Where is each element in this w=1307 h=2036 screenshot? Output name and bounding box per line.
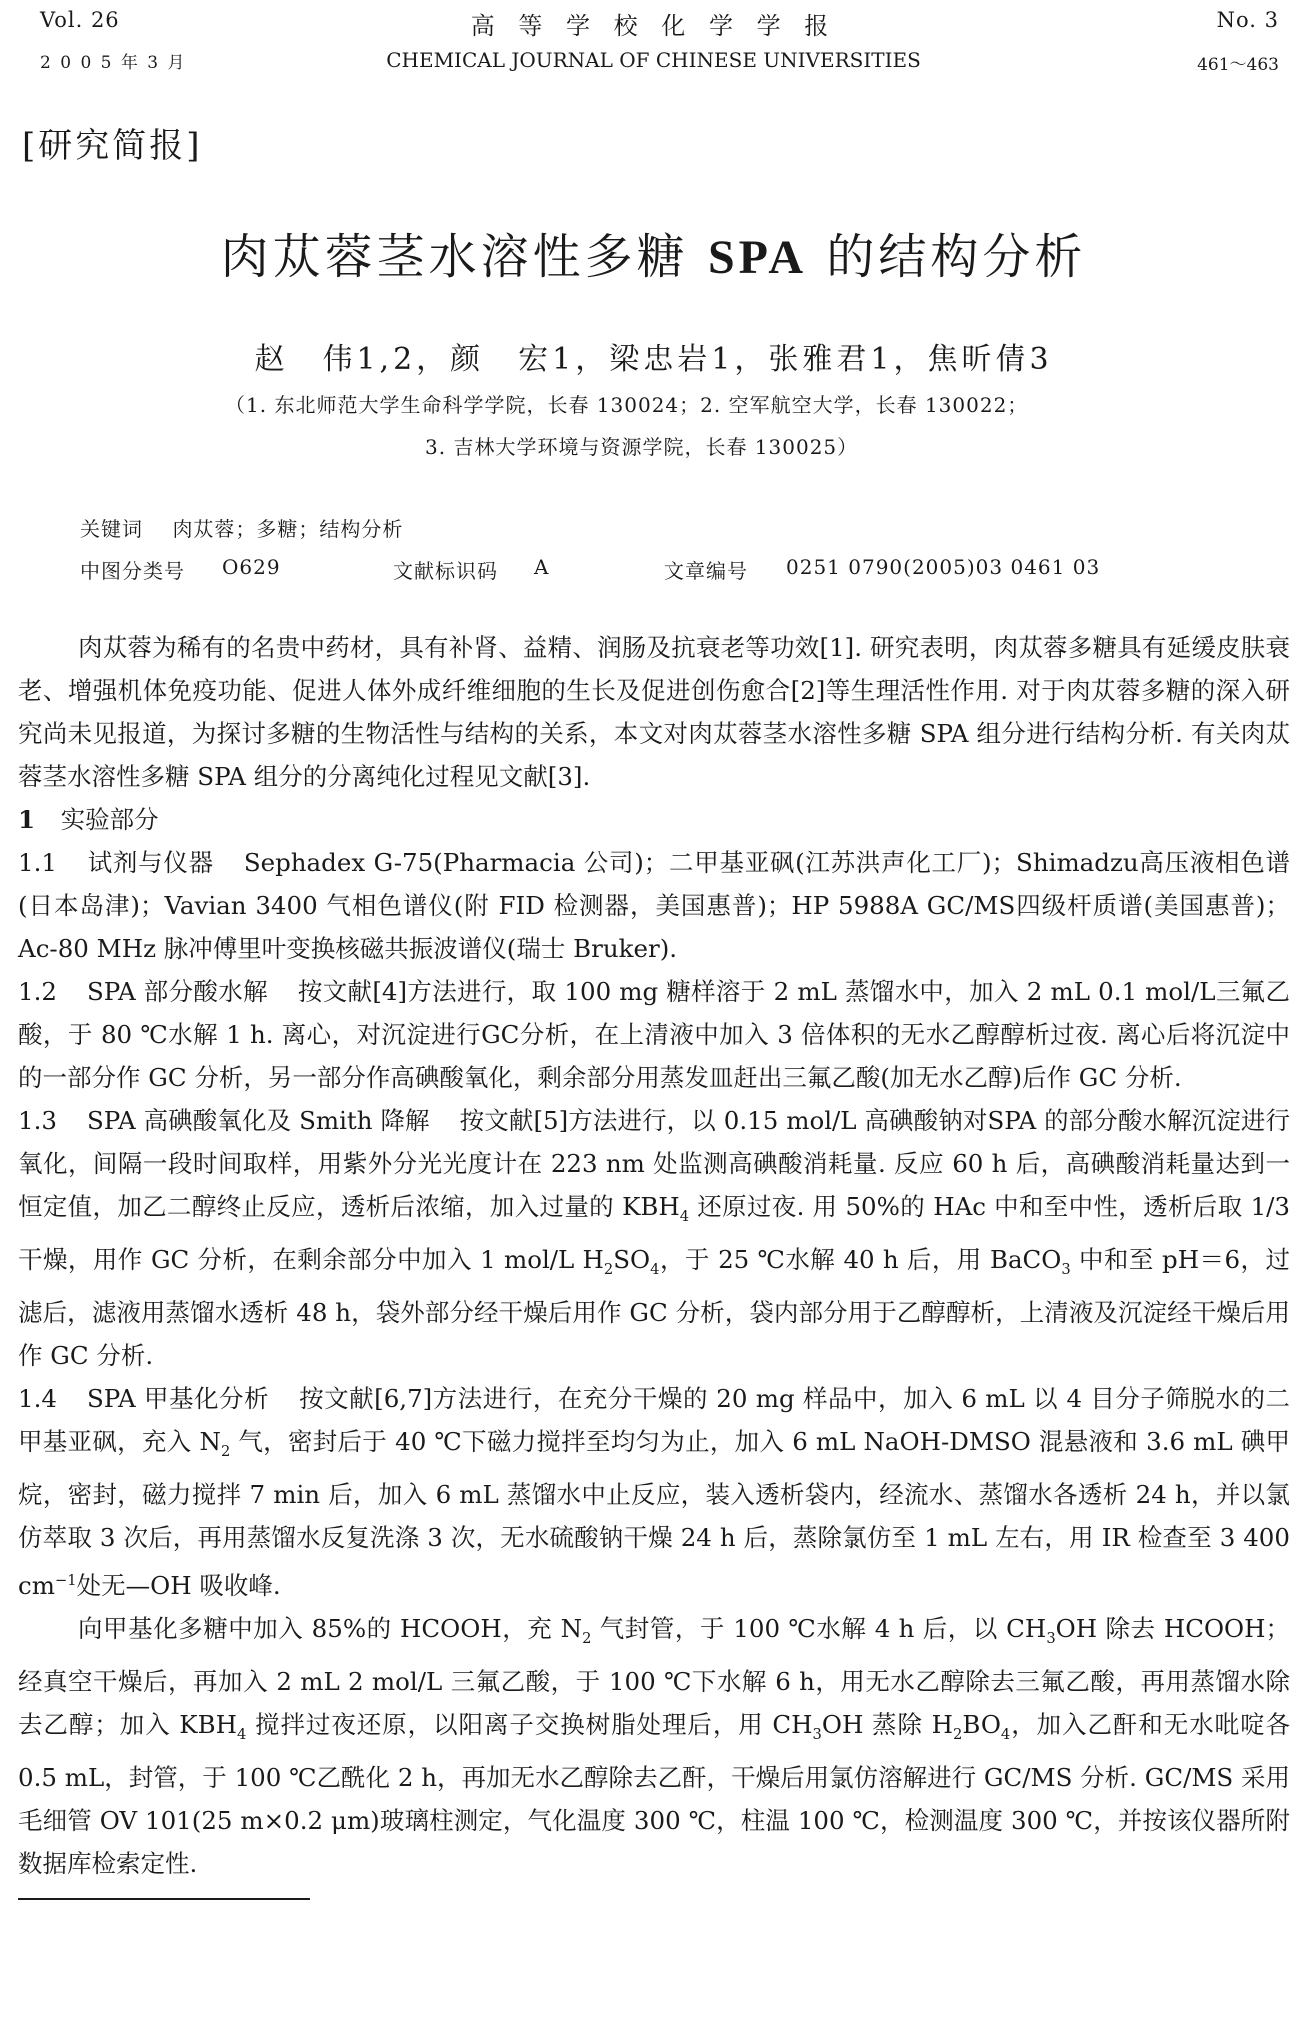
page-range: 461～463: [1197, 55, 1279, 75]
subsection-1-2: [18, 970, 1290, 1099]
article-number-label: 文章编号: [664, 559, 748, 583]
subsection-1-3-number: 1.3: [18, 1106, 57, 1135]
keywords: 肉苁蓉；多糖；结构分析: [172, 517, 404, 541]
section-1-number: 1: [18, 805, 36, 834]
subsection-1-3-title: SPA 高碘酸氧化及 Smith 降解: [86, 1106, 430, 1135]
p2-text-a: 向甲基化多糖中加入 85%的 HCOOH，充 N: [78, 1613, 583, 1643]
subsection-1-3-text-a: 按文献[5]方法进行，以 0.15 mol/L 高碘酸钠对SPA 的部分酸水解沉淀进行氧化，间隔一段时间取样，用紫外分光光度计在 223 nm 处监测高碘酸消耗量. 反应 60 h 后，高碘酸消耗量达到一恒定值，加乙二醇终止反应，透析后浓缩，加入过量的 KBH: [18, 1106, 1290, 1221]
subsection-1-3-text-e: 中和至 pH＝6，过滤后，滤液用蒸馏水透析 48 h，袋外部分经干燥后用作 GC 分析，袋内部分用于乙醇醇析，上清液及沉淀经干燥后用作 GC 分析.: [18, 1244, 1290, 1370]
subsection-1-3-text-c: SO: [613, 1244, 651, 1274]
section-1-title: 实验部分: [60, 805, 159, 834]
subsection-1-4-number: 1.4: [18, 1383, 57, 1413]
title-text-pre: 肉苁蓉茎水溶性多糖: [220, 229, 708, 285]
issue-number: No. 3: [1216, 8, 1279, 32]
article-title: [0, 218, 1307, 287]
methylation-paragraph: [18, 1607, 1290, 1885]
subscript: 2: [953, 1725, 963, 1743]
article-body: [18, 626, 1290, 1885]
subscript: 4: [1000, 1725, 1011, 1743]
doc-code: A: [534, 555, 550, 579]
p2-text-d: 搅拌过夜还原，以阳离子交换树脂处理后，用 CH: [246, 1709, 813, 1739]
subsection-1-1: [18, 841, 1290, 970]
p2-text-c: OH 除去 HCOOH；经真空干燥后，再加入 2 mL 2 mol/L 三氟乙酸，于 100 ℃下水解 6 h，用无水乙醇除去三氟乙酸，再用蒸馏水除去乙醇；加入 KBH: [18, 1613, 1291, 1739]
keywords-label: 关键词: [80, 517, 143, 541]
article-number: 0251 0790(2005)03 0461 03: [786, 555, 1101, 579]
subscript: 4: [679, 1207, 690, 1225]
title-text-post: 的结构分析: [807, 229, 1087, 285]
subsection-1-4-text-c: 处无—OH 吸收峰.: [76, 1570, 281, 1600]
subsection-1-4-text-a: 按文献[6,7]方法进行，在充分干燥的 20 mg 样品中，加入 6 mL 以 4 目分子筛脱水的二甲基亚砜，充入 N: [18, 1383, 1290, 1456]
superscript: −1: [54, 1571, 77, 1589]
section-tag: [研究简报]: [22, 126, 203, 166]
subsection-1-3-text-d: ，于 25 ℃水解 40 h 后，用 BaCO: [659, 1244, 1062, 1274]
author-list: 赵 伟1,2，颜 宏1，梁忠岩1，张雅君1，焦昕倩3: [254, 342, 1053, 377]
subscript: 4: [236, 1725, 247, 1743]
issue-date: 2 0 0 5 年 3 月: [40, 53, 187, 73]
intro-paragraph: 肉苁蓉为稀有的名贵中药材，具有补肾、益精、润肠及抗衰老等功效[1]. 研究表明，肉苁蓉多糖具有延缓皮肤衰老、增强机体免疫功能、促进人体外成纤维细胞的生长及促进创伤愈合[2]等生理活性作用. 对于肉苁蓉多糖的深入研究尚未见报道，为探讨多糖的生物活性与结构的关系，本文对肉苁蓉茎水溶性多糖 SPA 组分进行结构分析. 有关肉苁蓉茎水溶性多糖 SPA 组分的分离纯化过程见文献[3].: [18, 633, 1290, 791]
subsection-1-4: [18, 1377, 1290, 1607]
subsection-1-2-text: 按文献[4]方法进行，取 100 mg 糖样溶于 2 mL 蒸馏水中，加入 2 mL 0.1 mol/L三氟乙酸，于 80 ℃水解 1 h. 离心，对沉淀进行GC分析，在上清液中加入 3 倍体积的无水乙醇醇析过夜. 离心后将沉淀中的一部分作 GC 分析，另一部分作高碘酸氧化，剩余部分用蒸发皿赶出三氟乙酸(加无水乙醇)后作 GC 分析.: [18, 977, 1290, 1092]
p2-text-g: ，加入乙酐和无水吡啶各 0.5 mL，封管，于 100 ℃乙酰化 2 h，再加无水乙醇除去乙酐，干燥后用氯仿溶解进行 GC/MS 分析. GC/MS 采用毛细管 OV 101(25 m×0.2 μm)玻璃柱测定，气化温度 300 ℃，柱温 100 ℃，检测温度 300 ℃，并按该仪器所附数据库检索定性.: [18, 1709, 1291, 1878]
subscript: 4: [650, 1260, 660, 1278]
title-text-bold: SPA: [707, 231, 808, 284]
subsection-1-1-number: 1.1: [18, 848, 57, 877]
subscript: 2: [582, 1629, 592, 1647]
p2-text-f: BO: [962, 1709, 1001, 1739]
subscript: 3: [812, 1725, 822, 1743]
subsection-1-3-text-b: 还原过夜. 用 50%的 HAc 中和至中性，透析后取 1/3 干燥，用作 GC 分析，在剩余部分中加入 1 mol/L H: [18, 1192, 1290, 1274]
subsection-1-1-title: 试剂与仪器: [86, 848, 214, 877]
footnote-rule: [18, 1898, 310, 1900]
subsection-1-4-text-b: 气，密封后于 40 ℃下磁力搅拌至均匀为止，加入 6 mL NaOH-DMSO 混悬液和 3.6 mL 碘甲烷，密封，磁力搅拌 7 min 后，加入 6 mL 蒸馏水中止反应，装入透析袋内，经流水、蒸馏水各透析 24 h，并以氯仿萃取 3 次后，再用蒸馏水反复洗涤 3 次，无水硫酸钠干燥 24 h 后，蒸除氯仿至 1 mL 左右，用 IR 检查至 3 400 cm: [18, 1426, 1290, 1600]
affiliation-line-2: 3. 吉林大学环境与资源学院，长春 130025）: [425, 435, 859, 459]
keywords-line: [80, 513, 403, 542]
subscript: 2: [220, 1442, 231, 1460]
subsection-1-1-text: Sephadex G-75(Pharmacia 公司)；二甲基亚砜(江苏洪声化工厂)；Shimadzu高压液相色谱(日本岛津)；Vavian 3400 气相色谱仪(附 FID 检测器，美国惠普)；HP 5988A GC/MS四级杆质谱(美国惠普)；Ac-80 MHz 脉冲傅里叶变换核磁共振波谱仪(瑞士 Bruker).: [18, 848, 1290, 963]
subscript: 2: [603, 1260, 614, 1278]
journal-name-cn: 高 等 学 校 化 学 学 报: [470, 12, 837, 40]
doc-code-label: 文献标识码: [393, 559, 498, 583]
clc-label: 中图分类号: [80, 559, 185, 583]
p2-text-b: 气封管，于 100 ℃水解 4 h 后，以 CH: [591, 1613, 1047, 1643]
p2-text-e: OH 蒸除 H: [821, 1709, 953, 1739]
subscript: 3: [1046, 1629, 1056, 1647]
subsection-1-2-number: 1.2: [18, 977, 57, 1006]
affiliation-line-1: （1. 东北师范大学生命科学学院，长春 130024；2. 空军航空大学，长春 130022；: [225, 393, 1029, 417]
section-1-heading: [18, 798, 1290, 841]
subscript: 3: [1061, 1260, 1071, 1278]
subsection-1-3: [18, 1099, 1290, 1377]
subsection-1-2-title: SPA 部分酸水解: [86, 977, 268, 1006]
subsection-1-4-title: SPA 甲基化分析: [86, 1383, 270, 1413]
journal-name-en: CHEMICAL JOURNAL OF CHINESE UNIVERSITIES: [386, 48, 921, 72]
clc-code: O629: [222, 555, 281, 579]
volume: Vol. 26: [40, 8, 120, 32]
